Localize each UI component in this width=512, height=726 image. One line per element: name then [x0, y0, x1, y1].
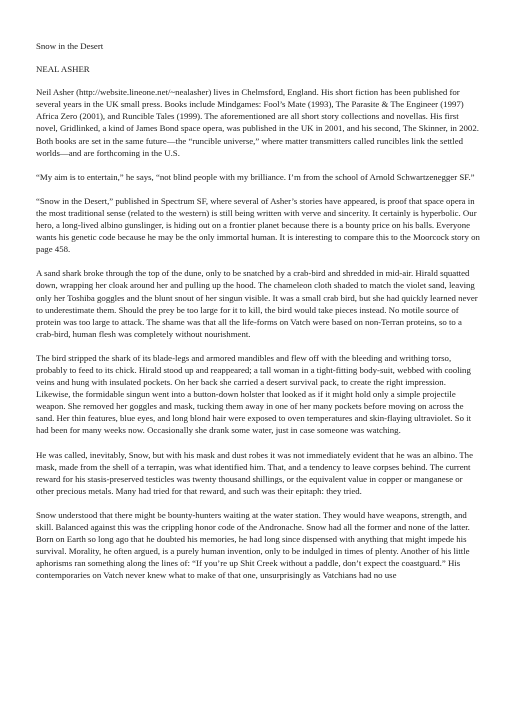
- paragraph-author-quote: “My aim is to entertain,” he says, “not blind people with my brilliance. I’m from the school of Arnold Schwartzenegger SF.”: [36, 171, 475, 182]
- paragraph-author-bio: Neil Asher (http://website.lineone.net/~nealasher) lives in Chelmsford, England. His short fiction has been published for several years in the UK small press. Books include Mindgames: Fool’s Mate (1993), The Parasite & The Engineer (1997) Africa Zero (2001), and Runcible Tales (1999). The aforementioned are all short story collections and novellas. His first novel, Gridlinked, a kind of James Bond space opera, was published in the UK in 2001, and his second, The Skinner, in 2002. Both books are set in the same future—the “runcible universe,” where matter transmitters called runcibles link the settled worlds—and are forthcoming in the U.S.: [36, 87, 479, 158]
- paragraph-snow: He was called, inevitably, Snow, but with his mask and dust robes it was not immediately evident that he was an albino. The mask, made from the shell of a terrapin, was what identified him. That, and a tendency to leave corpses behind. The current reward for his stasis-preserved testicles was twenty thousand shillings, or the equivalent value in copper or manganese or other precious metals. Many had tried for that reward, and such was their epitaph: they tried.: [36, 449, 473, 496]
- document-page: [36, 40, 480, 593]
- author-name: NEAL ASHER: [36, 64, 90, 75]
- paragraph-hirald: The bird stripped the shark of its blade-legs and armored mandibles and flew off with the bleeding and writhing torso, probably to feed to its chick. Hirald stood up and reappeared; a tall woman in a tight-fitting body-suit, webbed with cooling veins and hung with insulated pockets. On her back she carried a desert survival pack, to create the right impression. Likewise, the formidable singun went into a button-down holster that looked as if it might hold only a simple projectile weapon. She removed her goggles and mask, tucking them away in one of her many pockets before moving on across the sand. Her thin features, blue eyes, and long blond hair were exposed to oven temperatures and skin-flaying ultraviolet. So it had been for many weeks now. Occasionally she drank some water, just in case someone was watching.: [36, 352, 472, 436]
- paragraph-story-intro: “Snow in the Desert,” published in Spectrum SF, where several of Asher’s stories have appeared, is proof that space opera in the most traditional sense (related to the western) is still being written with verve and sincerity. It certainly is hyperbolic. Our hero, a long-lived albino gunslinger, is hiding out on a frontier planet because there is a bounty price on his balls. Everyone wants his genetic code because he may be the only immortal human. It is interesting to compare this to the Moorcock story on page 458.: [36, 195, 480, 255]
- paragraph-bounty-hunters: Snow understood that there might be bounty-hunters waiting at the water station. They would have weapons, strength, and skill. Balanced against this was the crippling honor code of the Andronache. Snow had all the former and none of the latter. Born on Earth so long ago that he doubted his memories, he had long since dispensed with anything that might impede his survival. Morality, he often argued, is a purely human invention, only to be indulged in times of plenty. Another of his little aphorisms ran something along the lines of: “If you’re up Shit Creek without a paddle, don’t expect the coastguard.” His contemporaries on Vatch never knew what to make of that one, unsurprisingly as Vatchians had no use: [36, 509, 470, 581]
- story-title: Snow in the Desert: [36, 41, 104, 51]
- paragraph-sand-shark: A sand shark broke through the top of the dune, only to be snatched by a crab-bird and shredded in mid-air. Hirald squatted down, wrapping her cloak around her and pulling up the hood. The chameleon cloth shaded to match the violet sand, leaving only her Toshiba goggles and the blunt snout of her singun visible. It was a small crab bird, but she had quickly learned never to underestimate them. Should the prey be too large for it to kill, the bird would take pieces instead. No motile source of protein was too large to attack. The shame was that all the life-forms on Vatch were based on non-Terran proteins, so to a crab-bird, human flesh was completely without nourishment.: [36, 268, 478, 339]
